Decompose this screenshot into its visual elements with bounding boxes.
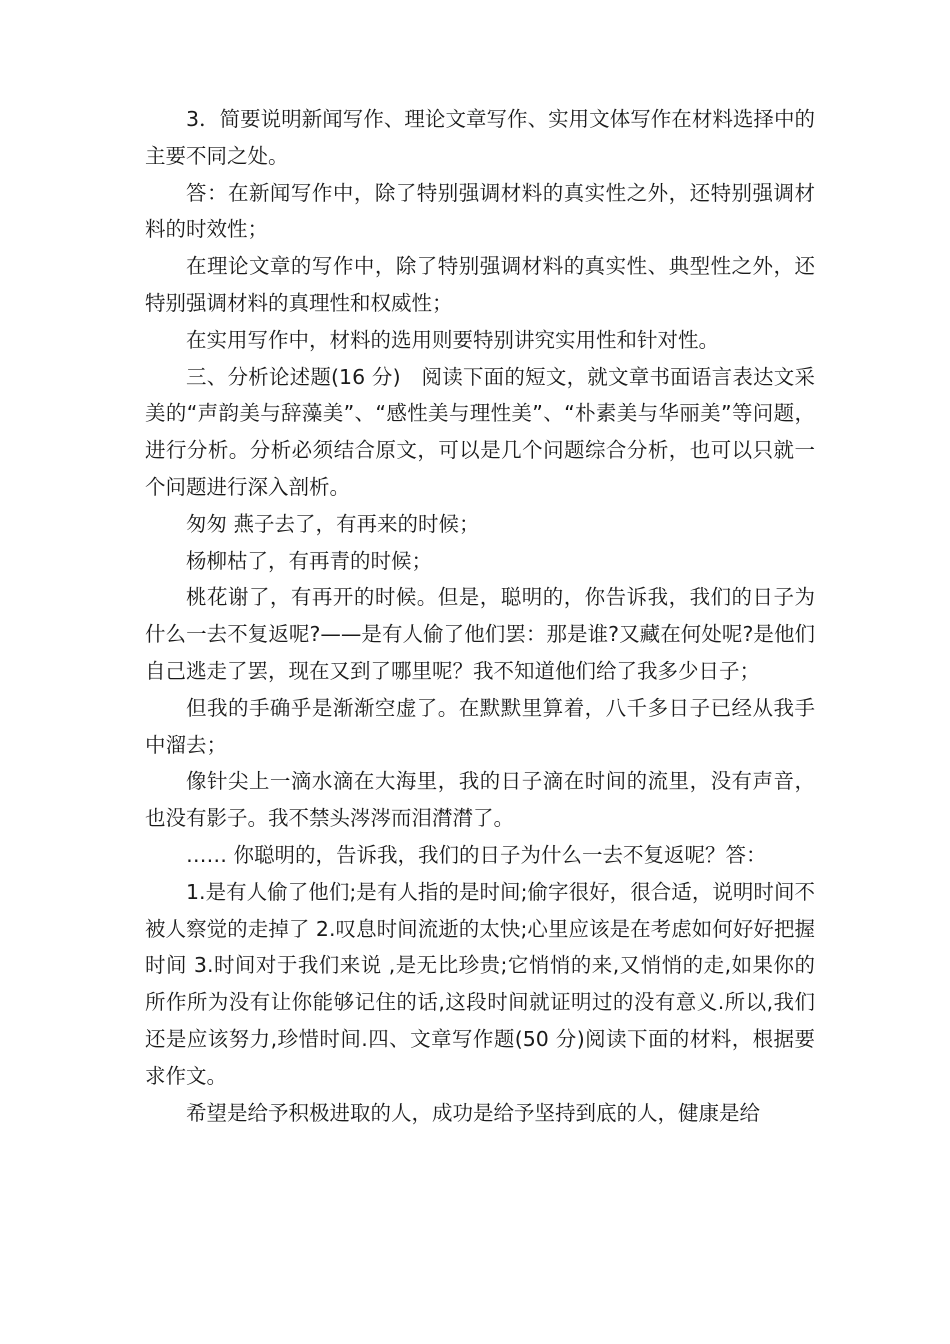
writing-material-start: 希望是给予积极进取的人，成功是给予坚持到底的人，健康是给 — [186, 1100, 760, 1125]
answer-news-writing: 答：在新闻写作中，除了特别强调材料的真实性之外，还特别强调材料的时效性； — [145, 180, 815, 242]
essay-paragraph-peach-blossoms: 桃花谢了，有再开的时候。但是，聪明的，你告诉我，我们的日子为什么一去不复返呢?——是有人偷了他们罢：那是谁?又藏在何处呢?是他们自己逃走了罢，现在又到了哪里呢？我不知道他们给了我多少日子； — [145, 585, 815, 683]
answer-theory-writing: 在理论文章的写作中，除了特别强调材料的真实性、典型性之外，还特别强调材料的真理性和权威性； — [145, 254, 815, 315]
essay-paragraph-needle-tip: 像针尖上一滴水滴在大海里，我的日子滴在时间的流里，没有声音，也没有影子。我不禁头涔涔而泪潸潸了。 — [145, 769, 815, 831]
question-3-prompt: 3．简要说明新闻写作、理论文章写作、实用文体写作在材料选择中的主要不同之处。 — [145, 107, 815, 168]
essay-question-line: …… 你聪明的，告诉我，我们的日子为什么一去不复返呢？答： — [186, 842, 767, 867]
document-body — [145, 101, 815, 1131]
section-3-analysis-prompt: 三、分析论述题(16 分) 阅读下面的短文，就文章书面语言表达文采美的“声韵美与辞藻美”、“感性美与理性美”、“朴素美与华丽美”等问题，进行分析。分析必须结合原文，可以是几个问题综合分析，也可以只就一个问题进行深入剖析。 — [145, 364, 815, 499]
analysis-answer-and-section-4: 1.是有人偷了他们;是有人指的是时间;偷字很好，很合适，说明时间不被人察觉的走掉了 2.叹息时间流逝的太快;心里应该是在考虑如何好好把握时间 3.时间对于我们来说 ,是无比珍贵;它悄悄的来,又悄悄的走,如果你的所作所为没有让你能够记住的话,这段时间就证明过的没有意义.所以,我们还是应该努力,珍惜时间.四、文章写作题(50 分)阅读下面的材料，根据要求作文。 — [145, 879, 815, 1088]
essay-line-willows: 杨柳枯了，有再青的时候； — [186, 548, 432, 573]
answer-practical-writing: 在实用写作中，材料的选用则要特别讲究实用性和针对性。 — [186, 327, 719, 352]
essay-paragraph-empty-hands: 但我的手确乎是渐渐空虚了。在默默里算着，八千多日子已经从我手中溜去； — [145, 695, 815, 757]
essay-line-swallows: 匆匆 燕子去了，有再来的时候； — [186, 511, 480, 536]
